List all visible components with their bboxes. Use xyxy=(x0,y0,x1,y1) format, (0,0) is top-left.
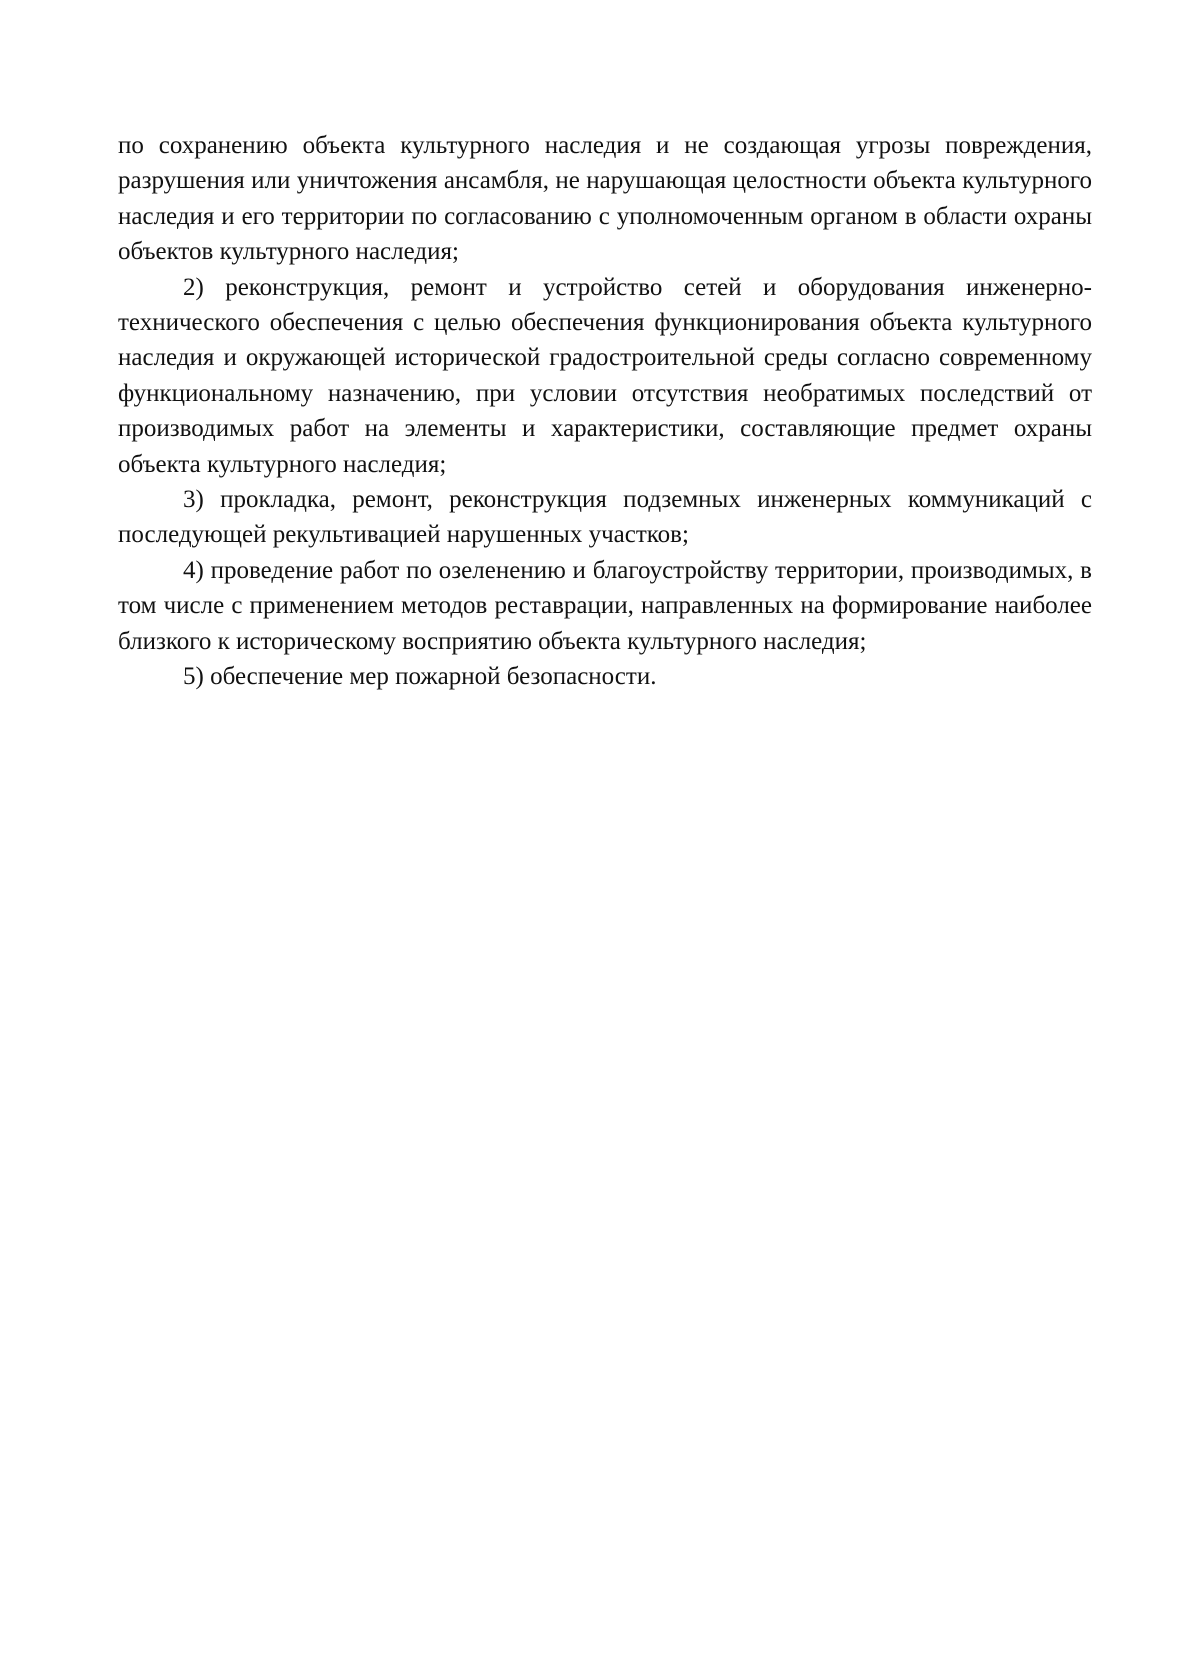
paragraph-continuation: по сохранению объекта культурного наследия и не создающая угрозы повреждения, разрушения или уничтожения ансамбля, не нарушающая целостности объекта культурного наследия и его территории по согласованию с уполномоченным органом в области охраны объектов культурного наследия; xyxy=(118,132,1092,266)
paragraph-item-4: 4) проведение работ по озеленению и благоустройству территории, производимых, в том числе с применением методов реставрации, направленных на формирование наиболее близкого к историческому восприятию объекта культурного наследия; xyxy=(118,556,1092,655)
paragraph-item-5: 5) обеспечение мер пожарной безопасности. xyxy=(183,663,657,691)
paragraph-item-2: 2) реконструкция, ремонт и устройство сетей и оборудования инженерно-технического обеспечения с целью обеспечения функционирования объекта культурного наследия и окружающей исторической градостроительной среды согласно современному функциональному назначению, при условии отсутствия необратимых последствий от производимых работ на элементы и характеристики, составляющие предмет охраны объекта культурного наследия; xyxy=(118,273,1092,478)
paragraph-item-3: 3) прокладка, ремонт, реконструкция подземных инженерных коммуникаций с последующей рекультивацией нарушенных участков; xyxy=(118,486,1092,549)
document-body xyxy=(118,128,1092,695)
